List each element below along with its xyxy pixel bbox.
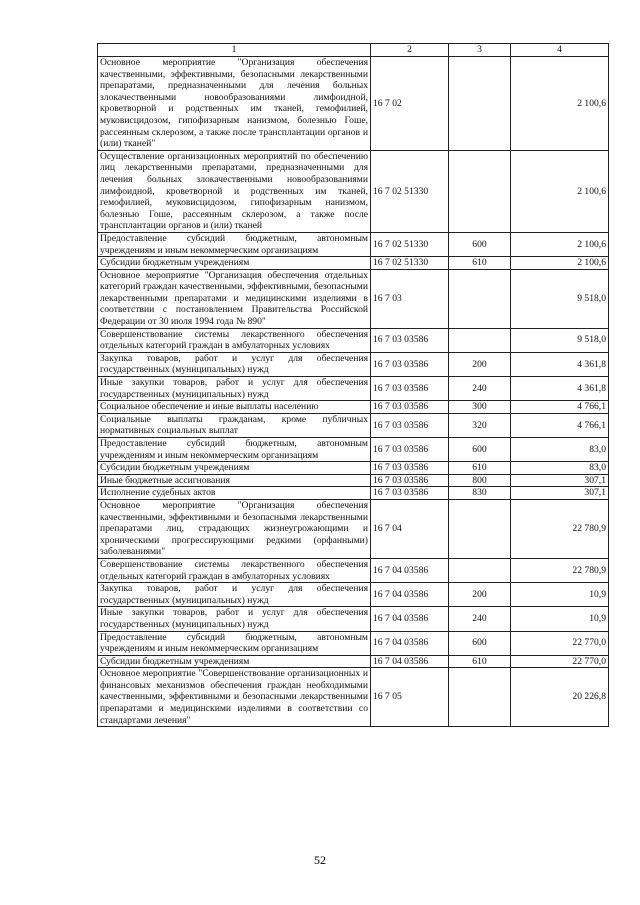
table-row bbox=[98, 57, 609, 151]
row-expense-type-cell: 240 bbox=[449, 377, 511, 401]
row-name-cell: Осуществление организационных мероприятий по обеспечению лиц лекарственными препаратами, предназначенными для лечения больных злокачественными новообразованиями лимфоидной, кроветворной и родственных им тканей, гемофилией, муковисцидозом, гипофизарным нанизмом, болезнью Гоше, рассеянным склерозом, а также после трансплантации органов и (или) тканей bbox=[98, 150, 371, 232]
row-expense-type-cell bbox=[449, 328, 511, 352]
row-amount-cell: 83,0 bbox=[511, 438, 609, 462]
row-code-cell: 16 7 05 bbox=[371, 668, 449, 727]
row-name-cell: Основное мероприятие "Организация обеспечения качественными, эффективными и безопасными лекарственными препаратами лиц, страдающих жизнеугрожающими и хроническими прогрессирующими редкими (орфанными) заболеваниями" bbox=[98, 499, 371, 558]
row-expense-type-cell: 610 bbox=[449, 462, 511, 475]
row-amount-cell: 307,1 bbox=[511, 474, 609, 487]
table-header-row bbox=[98, 44, 609, 57]
row-code-cell: 16 7 04 03586 bbox=[371, 607, 449, 631]
row-amount-cell: 9 518,0 bbox=[511, 269, 609, 328]
row-expense-type-cell bbox=[449, 150, 511, 232]
page-number: 52 bbox=[314, 853, 326, 867]
row-code-cell: 16 7 03 03586 bbox=[371, 462, 449, 475]
table-row bbox=[98, 558, 609, 582]
row-code-cell: 16 7 03 03586 bbox=[371, 438, 449, 462]
row-expense-type-cell bbox=[449, 558, 511, 582]
row-code-cell: 16 7 04 03586 bbox=[371, 631, 449, 655]
row-amount-cell: 22 780,9 bbox=[511, 558, 609, 582]
header-col-3: 3 bbox=[449, 44, 511, 57]
row-name-cell: Закупка товаров, работ и услуг для обеспечения государственных (муниципальных) нужд bbox=[98, 352, 371, 376]
row-name-cell: Иные закупки товаров, работ и услуг для обеспечения государственных (муниципальных) нужд bbox=[98, 607, 371, 631]
table-row bbox=[98, 631, 609, 655]
table-row bbox=[98, 328, 609, 352]
row-name-cell: Совершенствование системы лекарственного обеспечения отдельных категорий граждан в амбулаторных условиях bbox=[98, 558, 371, 582]
table-row bbox=[98, 487, 609, 500]
row-expense-type-cell: 830 bbox=[449, 487, 511, 500]
row-code-cell: 16 7 03 03586 bbox=[371, 474, 449, 487]
row-amount-cell: 4 361,8 bbox=[511, 377, 609, 401]
row-expense-type-cell: 610 bbox=[449, 257, 511, 270]
row-amount-cell: 307,1 bbox=[511, 487, 609, 500]
row-amount-cell: 22 770,0 bbox=[511, 655, 609, 668]
row-amount-cell: 9 518,0 bbox=[511, 328, 609, 352]
row-name-cell: Предоставление субсидий бюджетным, автономным учреждениям и иным некоммерческим организациям bbox=[98, 631, 371, 655]
row-code-cell: 16 7 02 51330 bbox=[371, 257, 449, 270]
row-amount-cell: 83,0 bbox=[511, 462, 609, 475]
row-expense-type-cell bbox=[449, 57, 511, 151]
budget-table bbox=[97, 43, 609, 727]
row-amount-cell: 22 770,0 bbox=[511, 631, 609, 655]
table-row bbox=[98, 583, 609, 607]
row-amount-cell: 20 226,8 bbox=[511, 668, 609, 727]
row-expense-type-cell bbox=[449, 499, 511, 558]
row-expense-type-cell: 610 bbox=[449, 655, 511, 668]
row-code-cell: 16 7 03 03586 bbox=[371, 352, 449, 376]
header-col-2: 2 bbox=[371, 44, 449, 57]
row-code-cell: 16 7 03 03586 bbox=[371, 377, 449, 401]
table-row bbox=[98, 413, 609, 437]
row-name-cell: Исполнение судебных актов bbox=[98, 487, 371, 500]
row-amount-cell: 2 100,6 bbox=[511, 150, 609, 232]
table-row bbox=[98, 607, 609, 631]
row-code-cell: 16 7 02 bbox=[371, 57, 449, 151]
table-row bbox=[98, 257, 609, 270]
row-expense-type-cell: 600 bbox=[449, 631, 511, 655]
row-code-cell: 16 7 04 bbox=[371, 499, 449, 558]
row-expense-type-cell: 300 bbox=[449, 401, 511, 414]
row-expense-type-cell: 200 bbox=[449, 352, 511, 376]
row-expense-type-cell: 240 bbox=[449, 607, 511, 631]
row-code-cell: 16 7 03 03586 bbox=[371, 401, 449, 414]
row-name-cell: Социальные выплаты гражданам, кроме публичных нормативных социальных выплат bbox=[98, 413, 371, 437]
row-code-cell: 16 7 03 03586 bbox=[371, 328, 449, 352]
row-amount-cell: 2 100,6 bbox=[511, 57, 609, 151]
row-expense-type-cell: 800 bbox=[449, 474, 511, 487]
table-row bbox=[98, 232, 609, 256]
table-row bbox=[98, 269, 609, 328]
table-row bbox=[98, 668, 609, 727]
budget-table-body bbox=[98, 44, 609, 727]
row-amount-cell: 4 766,1 bbox=[511, 401, 609, 414]
row-name-cell: Субсидии бюджетным учреждениям bbox=[98, 655, 371, 668]
row-expense-type-cell bbox=[449, 668, 511, 727]
row-code-cell: 16 7 02 51330 bbox=[371, 150, 449, 232]
row-amount-cell: 4 766,1 bbox=[511, 413, 609, 437]
row-expense-type-cell: 200 bbox=[449, 583, 511, 607]
table-row bbox=[98, 462, 609, 475]
table-row bbox=[98, 438, 609, 462]
row-name-cell: Иные бюджетные ассигнования bbox=[98, 474, 371, 487]
row-name-cell: Субсидии бюджетным учреждениям bbox=[98, 462, 371, 475]
row-amount-cell: 10,9 bbox=[511, 607, 609, 631]
row-amount-cell: 2 100,6 bbox=[511, 257, 609, 270]
row-amount-cell: 10,9 bbox=[511, 583, 609, 607]
table-row bbox=[98, 150, 609, 232]
table-row bbox=[98, 474, 609, 487]
row-name-cell: Предоставление субсидий бюджетным, автономным учреждениям и иным некоммерческим организациям bbox=[98, 438, 371, 462]
row-name-cell: Основное мероприятие "Совершенствование организационных и финансовых механизмов обеспечения граждан необходимыми качественными, эффективными и безопасными лекарственными препаратами и медицинскими изделиями в соответствии со стандартами лечения" bbox=[98, 668, 371, 727]
row-code-cell: 16 7 03 03586 bbox=[371, 487, 449, 500]
row-name-cell: Иные закупки товаров, работ и услуг для обеспечения государственных (муниципальных) нужд bbox=[98, 377, 371, 401]
row-amount-cell: 4 361,8 bbox=[511, 352, 609, 376]
row-amount-cell: 2 100,6 bbox=[511, 232, 609, 256]
row-amount-cell: 22 780,9 bbox=[511, 499, 609, 558]
header-col-4: 4 bbox=[511, 44, 609, 57]
row-name-cell: Предоставление субсидий бюджетным, автономным учреждениям и иным некоммерческим организациям bbox=[98, 232, 371, 256]
table-row bbox=[98, 352, 609, 376]
row-name-cell: Основное мероприятие "Организация обеспечения отдельных категорий граждан качественными, эффективными, безопасными лекарственными препаратами и медицинскими изделиями в соответствии с постановлением Правительства Российской Федерации от 30 июля 1994 года № 890" bbox=[98, 269, 371, 328]
document-page bbox=[97, 43, 609, 727]
header-col-1: 1 bbox=[98, 44, 371, 57]
row-code-cell: 16 7 02 51330 bbox=[371, 232, 449, 256]
row-expense-type-cell: 600 bbox=[449, 232, 511, 256]
row-expense-type-cell: 600 bbox=[449, 438, 511, 462]
row-expense-type-cell bbox=[449, 269, 511, 328]
row-name-cell: Совершенствование системы лекарственного обеспечения отдельных категорий граждан в амбулаторных условиях bbox=[98, 328, 371, 352]
table-row bbox=[98, 499, 609, 558]
row-code-cell: 16 7 04 03586 bbox=[371, 583, 449, 607]
table-row bbox=[98, 401, 609, 414]
row-name-cell: Социальное обеспечение и иные выплаты населению bbox=[98, 401, 371, 414]
row-code-cell: 16 7 04 03586 bbox=[371, 558, 449, 582]
row-name-cell: Субсидии бюджетным учреждениям bbox=[98, 257, 371, 270]
row-code-cell: 16 7 03 03586 bbox=[371, 413, 449, 437]
row-code-cell: 16 7 04 03586 bbox=[371, 655, 449, 668]
table-row bbox=[98, 377, 609, 401]
row-name-cell: Закупка товаров, работ и услуг для обеспечения государственных (муниципальных) нужд bbox=[98, 583, 371, 607]
row-name-cell: Основное мероприятие "Организация обеспечения качественными, эффективными, безопасными лекарственными препаратами, предназначенными для лечения больных злокачественными новообразованиями лимфоидной, кроветворной и родственных им тканей, гемофилией, муковисцидозом, гипофизарным нанизмом, болезнью Гоше, рассеянным склерозом, а также после трансплантации органов и (или) тканей" bbox=[98, 57, 371, 151]
row-code-cell: 16 7 03 bbox=[371, 269, 449, 328]
table-row bbox=[98, 655, 609, 668]
row-expense-type-cell: 320 bbox=[449, 413, 511, 437]
